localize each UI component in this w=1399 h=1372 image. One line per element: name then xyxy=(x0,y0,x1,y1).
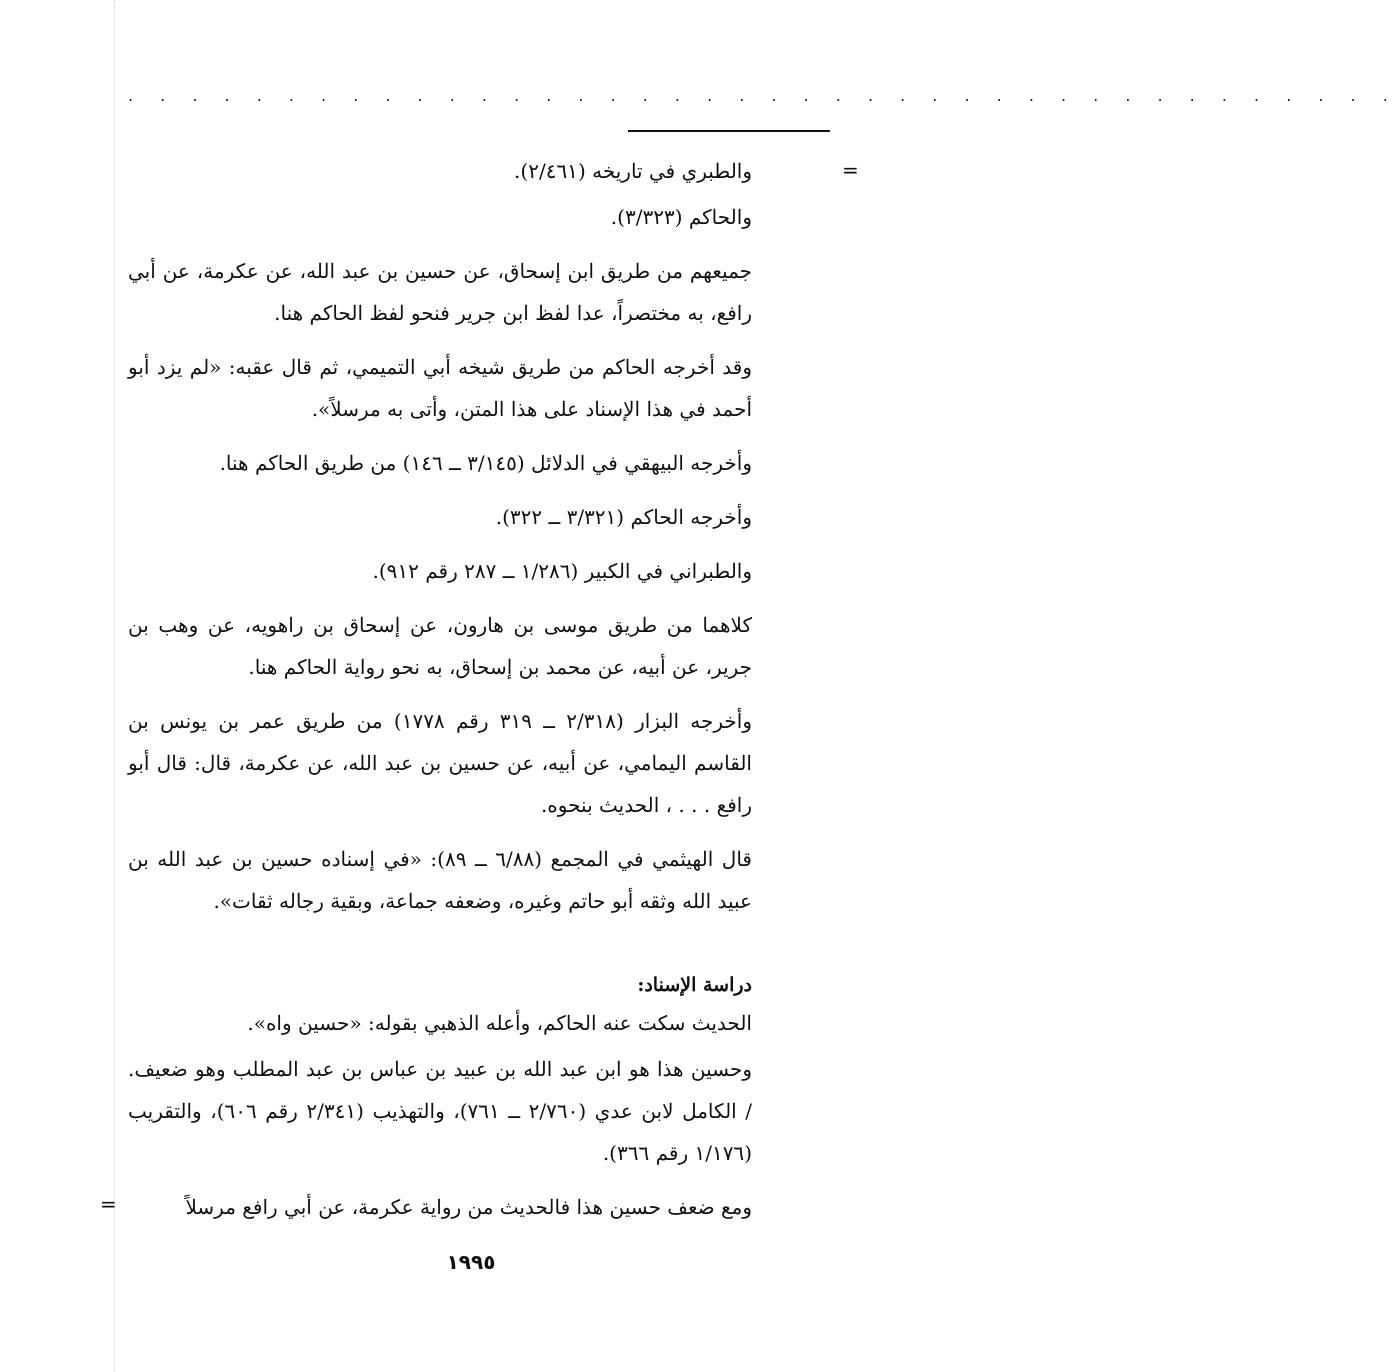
paragraph-bazzar: وأخرجه البزار (٢/٣١٨ ــ ٣١٩ رقم ١٧٧٨) من طريق عمر بن يونس بن القاسم اليمامي، عن أبيه، عن حسين بن عبد الله، عن عكرمة، قال: قال أبو رافع . . . ، الحديث بنحوه. xyxy=(128,709,752,817)
paragraph-bayhaqi-dalail: وأخرجه البيهقي في الدلائل (٣/١٤٥ ــ ١٤٦) من طريق الحاكم هنا. xyxy=(219,451,752,475)
paragraph-musa-bin-harun: كلاهما من طريق موسى بن هارون، عن إسحاق بن راهويه، عن وهب بن جرير، عن أبيه، عن محمد بن إسحاق، به نحو رواية الحاكم هنا. xyxy=(128,613,752,679)
paragraph-hakim-323: والحاكم (٣/٣٢٣). xyxy=(610,205,752,229)
paragraph-all-via-ibn-ishaq: جميعهم من طريق ابن إسحاق، عن حسين بن عبد الله، عن عكرمة، عن أبي رافع، به مختصراً، عدا لفظ ابن جرير فنحو لفظ الحاكم هنا. xyxy=(128,259,752,325)
paragraph-hakim-tamimi: وقد أخرجه الحاكم من طريق شيخه أبي التميمي، ثم قال عقبه: «لم يزد أبو أحمد في هذا الإسناد على هذا المتن، وأتى به مرسلاً». xyxy=(128,355,752,421)
paragraph-husayn-identity: وحسين هذا هو ابن عبد الله بن عبيد بن عباس بن عبد المطلب وهو ضعيف. / الكامل لابن عدي (٢/٧٦٠ ــ ٧٦١)، والتهذيب (٢/٣٤١ رقم ٦٠٦)، والتقريب (١/١٧٦ رقم ٣٦٦). xyxy=(128,1057,753,1165)
page-number: ١٩٩٥ xyxy=(446,1250,496,1274)
paragraph-tabarani-kabir: والطبراني في الكبير (١/٢٨٦ ــ ٢٨٧ رقم ٩١٢). xyxy=(372,559,752,583)
paragraph-hakim-silent: الحديث سكت عنه الحاكم، وأعله الذهبي بقوله: «حسين واه». xyxy=(247,1011,752,1035)
scan-edge-line xyxy=(114,0,115,1372)
section-heading-isnad-study: دراسة الإسناد: xyxy=(637,974,752,996)
footnote-separator-rule xyxy=(628,130,830,132)
paragraph-haythami-majma: قال الهيثمي في المجمع (٦/٨٨ ــ ٨٩): «في إسناده حسين بن عبد الله بن عبيد الله وثقه أبو حاتم وغيره، وضعفه جماعة، وبقية رجاله ثقات». xyxy=(128,847,752,913)
paragraph-hakim-321: وأخرجه الحاكم (٣/٣٢١ ــ ٣٢٢). xyxy=(495,505,752,529)
continuation-mark-bottom: = xyxy=(100,1192,117,1216)
footnote-text-column xyxy=(128,150,752,1240)
paragraph-mursal-note: ومع ضعف حسين هذا فالحديث من رواية عكرمة، عن أبي رافع مرسلاً xyxy=(185,1195,752,1219)
paragraph-tabari-history: والطبري في تاريخه (٢/٤٦١). xyxy=(514,159,752,183)
header-dotted-line: . . . . . . . . . . . . . . . . . . . . . . . . . . . . . . . . . . . . . . . . xyxy=(128,86,1399,105)
continuation-mark-top: = xyxy=(842,158,859,182)
